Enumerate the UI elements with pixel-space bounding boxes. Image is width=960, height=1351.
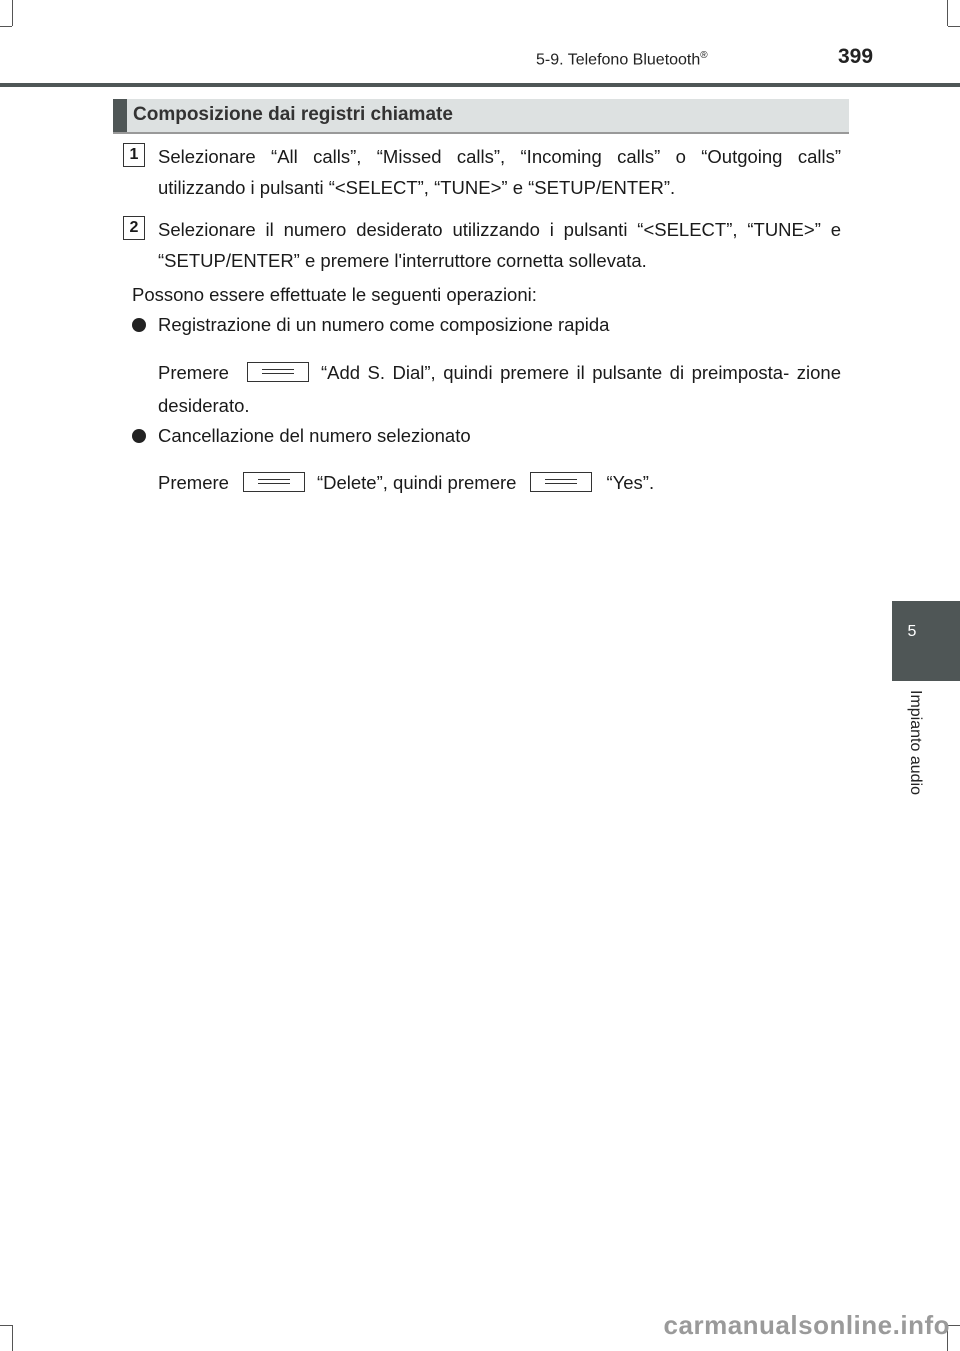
menu-key-icon	[247, 362, 309, 382]
operations-intro: Possono essere effettuate le seguenti operazioni:	[132, 284, 537, 305]
page-number: 399	[838, 45, 874, 68]
header-section-title: 5-9. Telefono Bluetooth®	[536, 50, 708, 69]
crop-mark	[0, 1325, 12, 1326]
operation-2-end: “Yes”.	[606, 472, 655, 493]
crop-mark	[0, 26, 12, 27]
chapter-tab	[892, 601, 960, 681]
bullet-icon	[132, 429, 146, 443]
trademark-symbol: ®	[700, 50, 708, 61]
step-number-1: 1	[123, 143, 145, 167]
section-title: Composizione dai registri chiamate	[133, 104, 453, 125]
crop-mark	[12, 1325, 13, 1351]
menu-key-icon	[530, 472, 592, 492]
chapter-number: 5	[907, 623, 917, 640]
press-label: Premere	[158, 362, 229, 383]
menu-key-icon	[243, 472, 305, 492]
watermark: carmanualsonline.info	[663, 1310, 950, 1340]
section-divider	[113, 132, 849, 134]
crop-mark	[948, 26, 960, 27]
operation-2-instruction	[158, 467, 841, 498]
header-divider	[0, 83, 960, 87]
operation-1-instruction	[158, 356, 841, 422]
bullet-icon	[132, 318, 146, 332]
operation-1-rest: “Add S. Dial”, quindi premere il pulsante di preimposta- zione desiderato.	[158, 362, 841, 416]
section-heading-bar	[113, 99, 849, 132]
crop-mark	[947, 0, 948, 26]
step-number-2: 2	[123, 216, 145, 240]
crop-mark	[12, 0, 13, 26]
step-1-text: Selezionare “All calls”, “Missed calls”, “Incoming calls” o “Outgoing calls” utilizzando i pulsanti “<SELECT”, “TUNE>” e “SETUP/ENTER”.	[158, 146, 841, 198]
operation-1-title: Registrazione di un numero come composizione rapida	[158, 314, 610, 335]
operation-2-title: Cancellazione del numero selezionato	[158, 425, 471, 446]
chapter-label: Impianto audio	[907, 690, 924, 795]
step-2-text: Selezionare il numero desiderato utilizzando i pulsanti “<SELECT”, “TUNE>” e “SETUP/ENTER” e premere l'interruttore cornetta sollevata.	[158, 219, 841, 271]
press-label: Premere	[158, 472, 229, 493]
operation-2-middle: “Delete”, quindi premere	[316, 472, 517, 493]
